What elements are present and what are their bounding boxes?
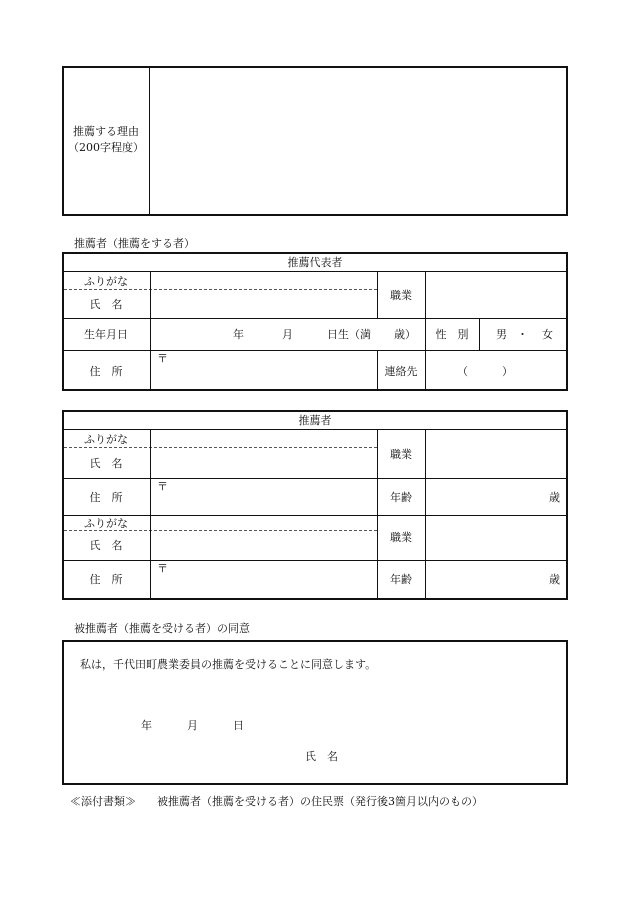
consent-year: 年 bbox=[141, 719, 152, 732]
rep-furigana-label: ふりがな bbox=[84, 275, 128, 288]
rec2-age-label: 年齢 bbox=[390, 573, 412, 586]
nominee-section-title: 被推薦者（推薦を受ける者）の同意 bbox=[74, 622, 250, 635]
rep-birth-year: 年 bbox=[233, 328, 244, 341]
rep-birth-month: 月 bbox=[282, 328, 293, 341]
consent-name-label: 氏 名 bbox=[305, 750, 338, 763]
rec2-furigana-label: ふりがな bbox=[84, 517, 128, 530]
rep-age-unit: 歳） bbox=[394, 328, 416, 341]
consent-name-input[interactable] bbox=[350, 744, 560, 766]
rep-address-input[interactable] bbox=[152, 352, 376, 390]
rec1-address-input[interactable] bbox=[152, 480, 376, 514]
rec1-age-unit: 歳 bbox=[549, 491, 560, 504]
rep-gender-dot: ・ bbox=[517, 328, 528, 341]
reason-input[interactable] bbox=[152, 69, 565, 213]
rep-name-input[interactable] bbox=[152, 291, 376, 317]
rec1-furigana-label: ふりがな bbox=[84, 433, 128, 446]
consent-month: 月 bbox=[187, 719, 198, 732]
rep-gender-female[interactable]: 女 bbox=[542, 328, 553, 341]
rec2-name-label: 氏 名 bbox=[89, 539, 123, 552]
reason-divider bbox=[149, 66, 150, 216]
rec2-postal-mark: 〒 bbox=[157, 562, 168, 575]
rec1-name-input[interactable] bbox=[152, 431, 376, 477]
rec1-occupation-label: 職業 bbox=[390, 448, 412, 461]
rep-occupation-input[interactable] bbox=[427, 273, 567, 317]
rec2-age-input[interactable] bbox=[427, 562, 545, 599]
consent-day: 日 bbox=[233, 719, 244, 732]
rep-occupation-label: 職業 bbox=[390, 289, 412, 302]
attachment-label: ≪添付書類≫ bbox=[70, 795, 136, 808]
rec2-address-input[interactable] bbox=[152, 562, 376, 599]
rep-contact-paren-close: ） bbox=[502, 365, 513, 378]
rep-contact-paren-open: （ bbox=[457, 365, 468, 378]
recommender-section-title: 推薦者（推薦をする者） bbox=[74, 237, 195, 250]
reason-sublabel: （200字程度） bbox=[68, 141, 144, 154]
rep-furigana-input[interactable] bbox=[152, 273, 376, 288]
rec2-address-label: 住 所 bbox=[89, 573, 123, 586]
reason-label: 推薦する理由 bbox=[73, 125, 139, 138]
consent-statement: 私は，千代田町農業委員の推薦を受けることに同意します。 bbox=[80, 658, 377, 671]
rep-contact-input[interactable] bbox=[427, 352, 567, 390]
rec1-age-input[interactable] bbox=[427, 480, 545, 514]
rep-name-label: 氏 名 bbox=[89, 298, 123, 311]
rep-gender-label: 性 別 bbox=[435, 328, 469, 341]
rec1-occupation-input[interactable] bbox=[427, 431, 567, 477]
rec1-name-label: 氏 名 bbox=[89, 457, 123, 470]
rep-contact-label: 連絡先 bbox=[384, 365, 418, 378]
rep-address-label: 住 所 bbox=[89, 365, 123, 378]
recommenders-header: 推薦者 bbox=[298, 414, 332, 427]
rep-postal-mark: 〒 bbox=[157, 352, 168, 365]
rec2-occupation-input[interactable] bbox=[427, 517, 567, 559]
representative-header: 推薦代表者 bbox=[287, 256, 343, 269]
rec2-name-input[interactable] bbox=[152, 517, 376, 559]
rec1-age-label: 年齢 bbox=[390, 491, 412, 504]
rep-birth-day-age: 日生（満 bbox=[327, 328, 371, 341]
rec1-address-label: 住 所 bbox=[89, 491, 123, 504]
attachment-text: 被推薦者（推薦を受ける者）の住民票（発行後3箇月以内のもの） bbox=[157, 795, 483, 808]
rec1-postal-mark: 〒 bbox=[157, 480, 168, 493]
rec2-age-unit: 歳 bbox=[549, 573, 560, 586]
rep-birth-label: 生年月日 bbox=[84, 328, 128, 341]
rec2-occupation-label: 職業 bbox=[390, 531, 412, 544]
rep-gender-male[interactable]: 男 bbox=[496, 328, 507, 341]
